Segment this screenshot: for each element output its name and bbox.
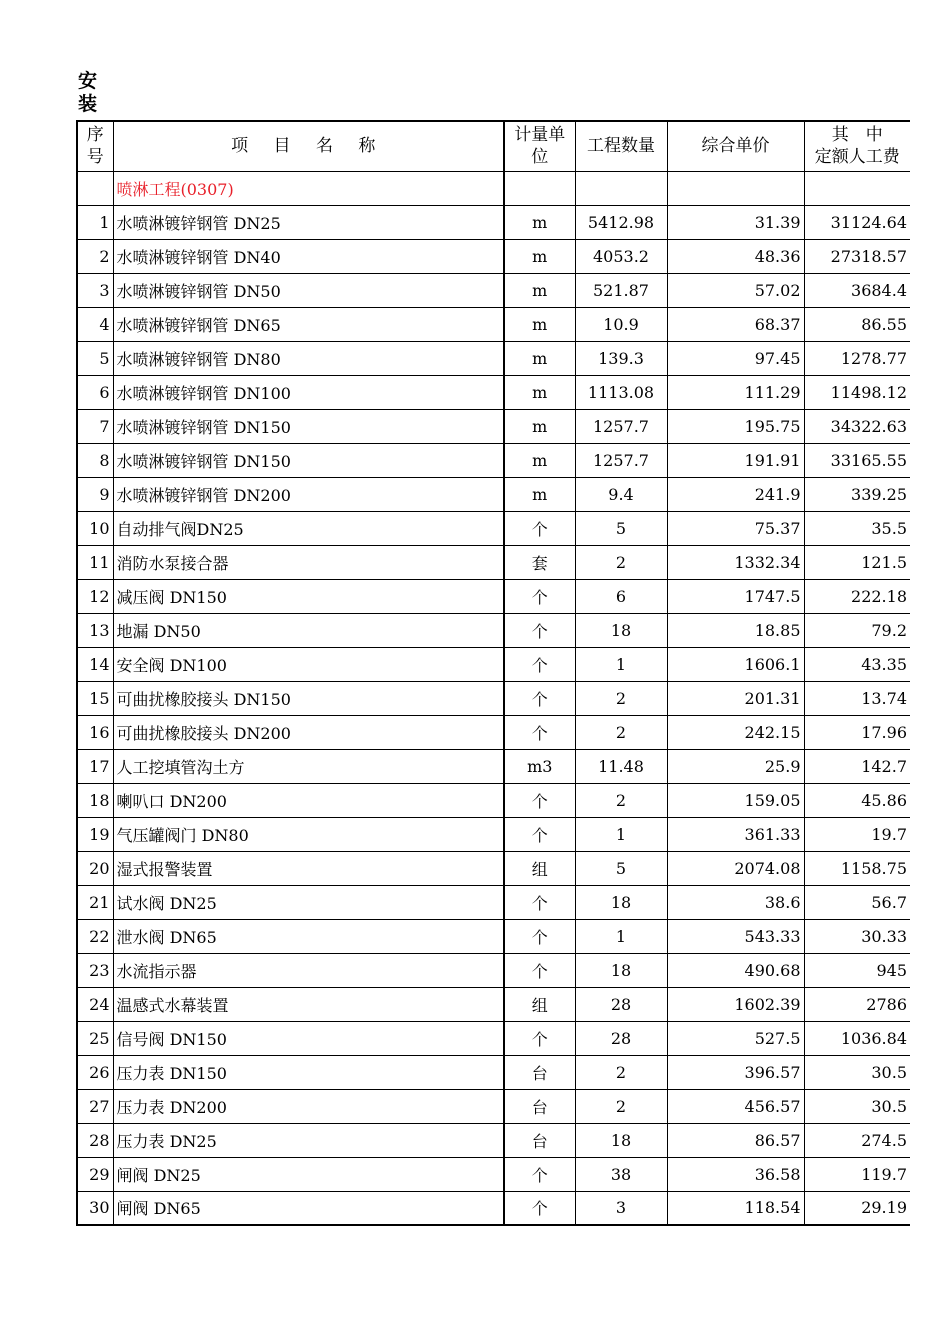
- row-number-cell: 20: [77, 851, 113, 885]
- item-name-cell: 水喷淋镀锌钢管 DN80: [113, 341, 504, 375]
- item-name-cell: 消防水泵接合器: [113, 545, 504, 579]
- item-name-cell: 水喷淋镀锌钢管 DN150: [113, 443, 504, 477]
- row-number-cell: 26: [77, 1055, 113, 1089]
- labor-cost-cell: 45.86: [804, 783, 910, 817]
- row-number-cell: 21: [77, 885, 113, 919]
- table-row: [77, 647, 910, 681]
- unit-cell: 个: [504, 885, 575, 919]
- unit-cell: m: [504, 341, 575, 375]
- labor-cost-cell: 1278.77: [804, 341, 910, 375]
- quantity-cell: 18: [575, 613, 667, 647]
- unit-price-cell: 31.39: [667, 205, 804, 239]
- labor-cost-cell: 31124.64: [804, 205, 910, 239]
- row-number-cell: 1: [77, 205, 113, 239]
- labor-cost-cell: 11498.12: [804, 375, 910, 409]
- quantity-cell: 5412.98: [575, 205, 667, 239]
- item-name-cell: 水喷淋镀锌钢管 DN200: [113, 477, 504, 511]
- table-row: [77, 919, 910, 953]
- unit-price-cell: 201.31: [667, 681, 804, 715]
- labor-cost-cell: 222.18: [804, 579, 910, 613]
- unit-cell: 组: [504, 987, 575, 1021]
- table-header-row: [77, 121, 910, 171]
- bill-of-quantities-table: [76, 120, 910, 1226]
- table-row: [77, 613, 910, 647]
- table-row: [77, 1089, 910, 1123]
- quantity-cell: 3: [575, 1191, 667, 1225]
- unit-price-cell: 48.36: [667, 239, 804, 273]
- table-row: [77, 987, 910, 1021]
- header-labor-line1: 其 中: [831, 125, 883, 146]
- quantity-cell: 11.48: [575, 749, 667, 783]
- row-number-cell: 14: [77, 647, 113, 681]
- table-row: [77, 477, 910, 511]
- labor-cost-cell: 13.74: [804, 681, 910, 715]
- quantity-cell: 1: [575, 919, 667, 953]
- header-labor-line2: 定额人工费: [814, 147, 900, 168]
- row-number-cell: 29: [77, 1157, 113, 1191]
- table-row: [77, 375, 910, 409]
- labor-cost-cell: 30.5: [804, 1089, 910, 1123]
- labor-cost-cell: 3684.4: [804, 273, 910, 307]
- table-row: [77, 545, 910, 579]
- table-row: [77, 817, 910, 851]
- unit-cell: m3: [504, 749, 575, 783]
- table-row: [77, 885, 910, 919]
- quantity-cell: 521.87: [575, 273, 667, 307]
- section-unit-cell: [504, 171, 575, 205]
- labor-cost-cell: 142.7: [804, 749, 910, 783]
- unit-cell: m: [504, 409, 575, 443]
- labor-cost-cell: 27318.57: [804, 239, 910, 273]
- quantity-cell: 2: [575, 681, 667, 715]
- unit-price-cell: 36.58: [667, 1157, 804, 1191]
- unit-price-cell: 1332.34: [667, 545, 804, 579]
- labor-cost-cell: 121.5: [804, 545, 910, 579]
- row-number-cell: 7: [77, 409, 113, 443]
- quantity-cell: 9.4: [575, 477, 667, 511]
- unit-cell: 套: [504, 545, 575, 579]
- unit-price-cell: 111.29: [667, 375, 804, 409]
- row-number-cell: 17: [77, 749, 113, 783]
- unit-price-cell: 543.33: [667, 919, 804, 953]
- unit-cell: 个: [504, 681, 575, 715]
- labor-cost-cell: 119.7: [804, 1157, 910, 1191]
- unit-cell: 个: [504, 647, 575, 681]
- row-number-cell: 9: [77, 477, 113, 511]
- unit-price-cell: 75.37: [667, 511, 804, 545]
- quantity-cell: 2: [575, 715, 667, 749]
- item-name-cell: 喇叭口 DN200: [113, 783, 504, 817]
- labor-cost-cell: 34322.63: [804, 409, 910, 443]
- labor-cost-cell: 19.7: [804, 817, 910, 851]
- unit-cell: m: [504, 307, 575, 341]
- labor-cost-cell: 274.5: [804, 1123, 910, 1157]
- unit-cell: 个: [504, 511, 575, 545]
- unit-price-cell: 191.91: [667, 443, 804, 477]
- row-number-cell: 10: [77, 511, 113, 545]
- unit-cell: 组: [504, 851, 575, 885]
- table-row: [77, 511, 910, 545]
- row-number-cell: 11: [77, 545, 113, 579]
- header-quantity: 工程数量: [575, 121, 667, 171]
- table-row: [77, 681, 910, 715]
- table-row: [77, 1055, 910, 1089]
- header-item-name: 项 目 名 称: [113, 121, 504, 171]
- row-number-cell: 22: [77, 919, 113, 953]
- table-row: [77, 1123, 910, 1157]
- unit-cell: m: [504, 375, 575, 409]
- unit-price-cell: 97.45: [667, 341, 804, 375]
- row-number-cell: 15: [77, 681, 113, 715]
- row-number-cell: 25: [77, 1021, 113, 1055]
- quantity-cell: 2: [575, 783, 667, 817]
- item-name-cell: 水喷淋镀锌钢管 DN150: [113, 409, 504, 443]
- table-row: [77, 307, 910, 341]
- unit-price-cell: 456.57: [667, 1089, 804, 1123]
- item-name-cell: 压力表 DN150: [113, 1055, 504, 1089]
- unit-cell: 个: [504, 919, 575, 953]
- unit-price-cell: 242.15: [667, 715, 804, 749]
- row-number-cell: 5: [77, 341, 113, 375]
- unit-price-cell: 68.37: [667, 307, 804, 341]
- section-qty-cell: [575, 171, 667, 205]
- unit-price-cell: 57.02: [667, 273, 804, 307]
- quantity-cell: 18: [575, 1123, 667, 1157]
- unit-cell: 台: [504, 1089, 575, 1123]
- item-name-cell: 地漏 DN50: [113, 613, 504, 647]
- item-name-cell: 水喷淋镀锌钢管 DN65: [113, 307, 504, 341]
- table-row: [77, 715, 910, 749]
- section-labor-cell: [804, 171, 910, 205]
- table-row: [77, 443, 910, 477]
- table-row: [77, 205, 910, 239]
- table-row: [77, 953, 910, 987]
- quantity-cell: 2: [575, 545, 667, 579]
- item-name-cell: 水流指示器: [113, 953, 504, 987]
- labor-cost-cell: 17.96: [804, 715, 910, 749]
- unit-cell: 个: [504, 1021, 575, 1055]
- labor-cost-cell: 30.33: [804, 919, 910, 953]
- quantity-cell: 28: [575, 1021, 667, 1055]
- item-name-cell: 信号阀 DN150: [113, 1021, 504, 1055]
- unit-price-cell: 18.85: [667, 613, 804, 647]
- table-row: [77, 409, 910, 443]
- labor-cost-cell: 2786: [804, 987, 910, 1021]
- row-number-cell: 19: [77, 817, 113, 851]
- table-row: [77, 1191, 910, 1225]
- unit-price-cell: 159.05: [667, 783, 804, 817]
- item-name-cell: 可曲扰橡胶接头 DN200: [113, 715, 504, 749]
- quantity-cell: 5: [575, 511, 667, 545]
- labor-cost-cell: 43.35: [804, 647, 910, 681]
- quantity-cell: 5: [575, 851, 667, 885]
- labor-cost-cell: 339.25: [804, 477, 910, 511]
- item-name-cell: 压力表 DN200: [113, 1089, 504, 1123]
- unit-price-cell: 1602.39: [667, 987, 804, 1021]
- row-number-cell: 12: [77, 579, 113, 613]
- header-unit-price: 综合单价: [667, 121, 804, 171]
- item-name-cell: 压力表 DN25: [113, 1123, 504, 1157]
- quantity-cell: 28: [575, 987, 667, 1021]
- unit-cell: m: [504, 443, 575, 477]
- header-unit: 计量单位: [504, 121, 575, 171]
- quantity-cell: 4053.2: [575, 239, 667, 273]
- quantity-cell: 1113.08: [575, 375, 667, 409]
- quantity-cell: 18: [575, 885, 667, 919]
- row-number-cell: 18: [77, 783, 113, 817]
- labor-cost-cell: 1036.84: [804, 1021, 910, 1055]
- unit-price-cell: 25.9: [667, 749, 804, 783]
- table-row: [77, 579, 910, 613]
- labor-cost-cell: 56.7: [804, 885, 910, 919]
- quantity-cell: 10.9: [575, 307, 667, 341]
- quantity-cell: 2: [575, 1089, 667, 1123]
- row-number-cell: 30: [77, 1191, 113, 1225]
- unit-price-cell: 361.33: [667, 817, 804, 851]
- unit-price-cell: 195.75: [667, 409, 804, 443]
- unit-price-cell: 118.54: [667, 1191, 804, 1225]
- table-row: [77, 341, 910, 375]
- item-name-cell: 试水阀 DN25: [113, 885, 504, 919]
- item-name-cell: 气压罐阀门 DN80: [113, 817, 504, 851]
- section-row: [77, 171, 910, 205]
- row-number-cell: 3: [77, 273, 113, 307]
- unit-cell: m: [504, 239, 575, 273]
- item-name-cell: 闸阀 DN25: [113, 1157, 504, 1191]
- item-name-cell: 人工挖填管沟土方: [113, 749, 504, 783]
- item-name-cell: 水喷淋镀锌钢管 DN25: [113, 205, 504, 239]
- header-no: 序号: [77, 121, 113, 171]
- section-no-cell: [77, 171, 113, 205]
- row-number-cell: 6: [77, 375, 113, 409]
- labor-cost-cell: 33165.55: [804, 443, 910, 477]
- row-number-cell: 4: [77, 307, 113, 341]
- table-row: [77, 1157, 910, 1191]
- header-labor-cost: [804, 121, 910, 171]
- labor-cost-cell: 35.5: [804, 511, 910, 545]
- quantity-cell: 139.3: [575, 341, 667, 375]
- quantity-cell: 2: [575, 1055, 667, 1089]
- table-row: [77, 1021, 910, 1055]
- row-number-cell: 24: [77, 987, 113, 1021]
- quantity-cell: 6: [575, 579, 667, 613]
- unit-cell: m: [504, 273, 575, 307]
- unit-price-cell: 2074.08: [667, 851, 804, 885]
- unit-cell: 台: [504, 1123, 575, 1157]
- unit-cell: 个: [504, 715, 575, 749]
- unit-price-cell: 1747.5: [667, 579, 804, 613]
- unit-price-cell: 527.5: [667, 1021, 804, 1055]
- unit-cell: m: [504, 205, 575, 239]
- page-title: 安装: [78, 70, 98, 115]
- unit-price-cell: 490.68: [667, 953, 804, 987]
- quantity-cell: 1: [575, 647, 667, 681]
- section-label: 喷淋工程(0307): [113, 171, 504, 205]
- row-number-cell: 13: [77, 613, 113, 647]
- unit-cell: m: [504, 477, 575, 511]
- quantity-cell: 1257.7: [575, 409, 667, 443]
- unit-cell: 个: [504, 817, 575, 851]
- unit-price-cell: 396.57: [667, 1055, 804, 1089]
- row-number-cell: 27: [77, 1089, 113, 1123]
- labor-cost-cell: 1158.75: [804, 851, 910, 885]
- row-number-cell: 16: [77, 715, 113, 749]
- labor-cost-cell: 79.2: [804, 613, 910, 647]
- unit-cell: 个: [504, 953, 575, 987]
- unit-cell: 个: [504, 1191, 575, 1225]
- unit-price-cell: 86.57: [667, 1123, 804, 1157]
- item-name-cell: 水喷淋镀锌钢管 DN100: [113, 375, 504, 409]
- row-number-cell: 2: [77, 239, 113, 273]
- labor-cost-cell: 29.19: [804, 1191, 910, 1225]
- unit-cell: 个: [504, 783, 575, 817]
- unit-cell: 个: [504, 579, 575, 613]
- labor-cost-cell: 945: [804, 953, 910, 987]
- item-name-cell: 可曲扰橡胶接头 DN150: [113, 681, 504, 715]
- quantity-cell: 1: [575, 817, 667, 851]
- item-name-cell: 闸阀 DN65: [113, 1191, 504, 1225]
- unit-cell: 个: [504, 613, 575, 647]
- item-name-cell: 水喷淋镀锌钢管 DN40: [113, 239, 504, 273]
- section-price-cell: [667, 171, 804, 205]
- labor-cost-cell: 86.55: [804, 307, 910, 341]
- item-name-cell: 减压阀 DN150: [113, 579, 504, 613]
- row-number-cell: 23: [77, 953, 113, 987]
- quantity-cell: 18: [575, 953, 667, 987]
- row-number-cell: 28: [77, 1123, 113, 1157]
- item-name-cell: 安全阀 DN100: [113, 647, 504, 681]
- unit-cell: 台: [504, 1055, 575, 1089]
- table-row: [77, 239, 910, 273]
- unit-price-cell: 241.9: [667, 477, 804, 511]
- item-name-cell: 自动排气阀DN25: [113, 511, 504, 545]
- unit-price-cell: 38.6: [667, 885, 804, 919]
- unit-price-cell: 1606.1: [667, 647, 804, 681]
- table-row: [77, 783, 910, 817]
- item-name-cell: 温感式水幕装置: [113, 987, 504, 1021]
- quantity-cell: 38: [575, 1157, 667, 1191]
- labor-cost-cell: 30.5: [804, 1055, 910, 1089]
- row-number-cell: 8: [77, 443, 113, 477]
- item-name-cell: 水喷淋镀锌钢管 DN50: [113, 273, 504, 307]
- unit-cell: 个: [504, 1157, 575, 1191]
- table-row: [77, 851, 910, 885]
- quantity-cell: 1257.7: [575, 443, 667, 477]
- item-name-cell: 泄水阀 DN65: [113, 919, 504, 953]
- table-row: [77, 273, 910, 307]
- table-row: [77, 749, 910, 783]
- item-name-cell: 湿式报警装置: [113, 851, 504, 885]
